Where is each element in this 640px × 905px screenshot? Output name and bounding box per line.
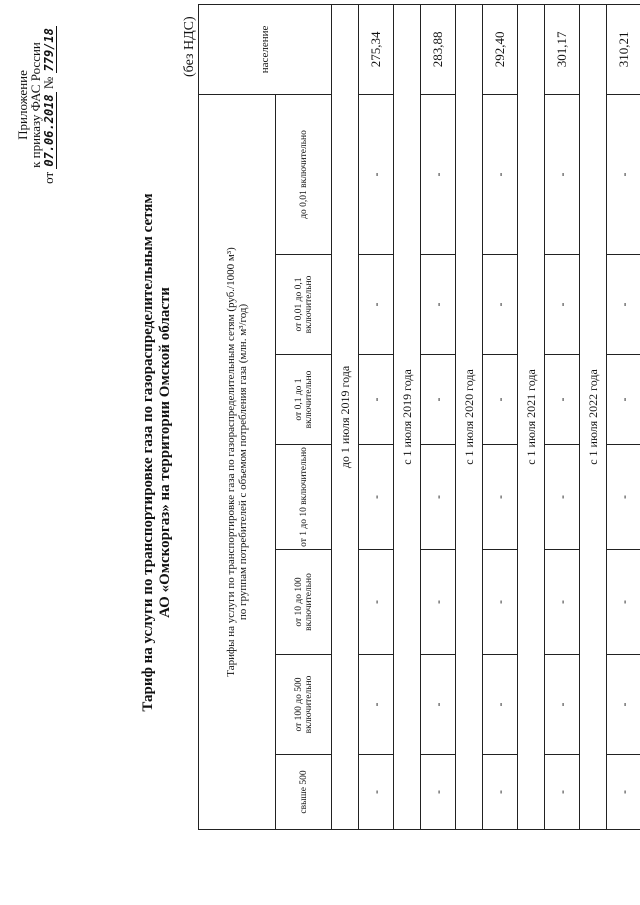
main-header-line-1: Тарифы на услуги по транспортировке газа по газораспределительным сетям (руб./1000 м³) [225,247,237,677]
tariff-cell: - [607,755,640,830]
tariff-cell: - [483,94,518,254]
data-row [421,4,456,829]
tariff-cell: - [607,94,640,254]
population-tariff-cell: 275,34 [359,4,394,94]
handwritten-number: 779/18 [42,28,56,72]
tariff-cell: - [545,94,580,254]
tariff-cell: - [545,755,580,830]
period-row [580,4,607,829]
tariff-table [198,4,640,830]
appendix-block [16,5,56,205]
column-header: свыше 500 [276,755,332,830]
tariff-cell: - [421,94,456,254]
tariff-cell: - [421,255,456,355]
period-label: с 1 июля 2019 года [394,4,421,829]
data-row [359,4,394,829]
period-row [332,4,359,829]
tariff-cell: - [607,550,640,655]
main-header-line-2: по группам потребителей с объемом потребления газа (млн. м³/год) [237,303,249,621]
appendix-order-ref: к приказу ФАС России [28,42,43,168]
tariff-cell: - [607,655,640,755]
tariff-cell: - [359,355,394,445]
population-tariff-cell: 283,88 [421,4,456,94]
title-line-1: Тариф на услуги по транспортировке газа по газораспределительным сетям [140,193,156,712]
tariff-cell: - [359,445,394,550]
column-header: от 100 до 500 включительно [276,655,332,755]
tariff-cell: - [483,655,518,755]
period-label: с 1 июля 2022 года [580,4,607,829]
tariff-table-body [199,4,640,829]
tariff-cell: - [545,355,580,445]
tariff-cell: - [483,445,518,550]
data-row [483,4,518,829]
column-header: от 0,01 до 0,1 включительно [276,255,332,355]
tariff-cell: - [483,755,518,830]
period-row [394,4,421,829]
data-row [607,4,640,829]
tariff-cell: - [421,445,456,550]
appendix-date-prefix: от [41,171,56,184]
tariff-cell: - [545,255,580,355]
vat-note: (без НДС) [182,16,197,77]
column-header: от 10 до 100 включительно [276,550,332,655]
population-tariff-cell: 292,40 [483,4,518,94]
table-main-header [199,94,276,829]
period-label: с 1 июля 2021 года [518,4,545,829]
tariff-cell: - [607,255,640,355]
tariff-cell: - [421,355,456,445]
population-tariff-cell: 310,21 [607,4,640,94]
tariff-cell: - [359,94,394,254]
period-row [456,4,483,829]
tariff-cell: - [359,550,394,655]
data-row [545,4,580,829]
tariff-cell: - [483,355,518,445]
population-tariff-cell: 301,17 [545,4,580,94]
document-title [140,0,174,905]
tariff-cell: - [545,550,580,655]
tariff-cell: - [359,655,394,755]
tariff-cell: - [483,255,518,355]
column-header: от 1 до 10 включительно [276,445,332,550]
period-row [518,4,545,829]
handwritten-date: 07.06.2018 [42,94,56,167]
tariff-cell: - [483,550,518,655]
column-header-population: население [199,4,332,94]
appendix-date-line [42,5,56,205]
tariff-cell: - [359,755,394,830]
tariff-cell: - [607,355,640,445]
tariff-cell: - [359,255,394,355]
column-header: до 0,01 включительно [276,94,332,254]
period-label: до 1 июля 2019 года [332,4,359,829]
tariff-cell: - [545,655,580,755]
title-line-2: АО «Омскоргаз» на территории Омской области [157,287,173,618]
tariff-cell: - [421,550,456,655]
tariff-cell: - [421,755,456,830]
tariff-cell: - [607,445,640,550]
appendix-number-label: № [41,76,56,90]
table-header-row [199,4,276,829]
period-label: с 1 июля 2020 года [456,4,483,829]
tariff-cell: - [545,445,580,550]
appendix-title: Приложение [15,70,30,140]
table-group-header-row [276,4,332,829]
column-header: от 0,1 до 1 включительно [276,355,332,445]
tariff-cell: - [421,655,456,755]
